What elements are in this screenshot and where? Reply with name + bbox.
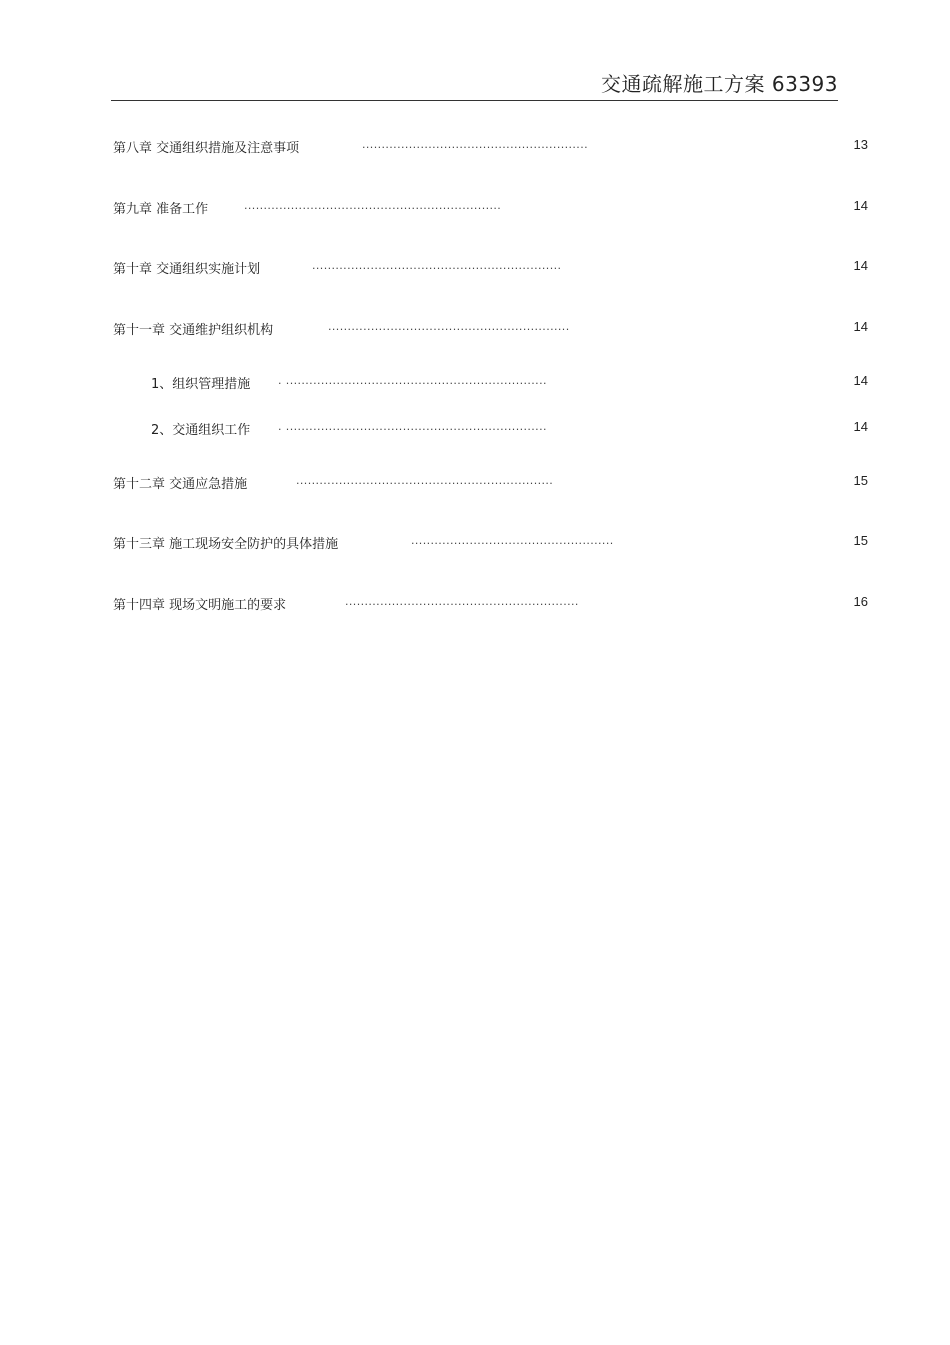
toc-dot-leader: ................................................................: [312, 259, 562, 272]
toc-entry[interactable]: [0, 258, 950, 278]
toc-page-number: 16: [853, 594, 868, 609]
toc-dot-leader: ..................................................................: [244, 199, 502, 212]
toc-subentry[interactable]: [0, 419, 950, 439]
toc-page-number: 13: [853, 137, 868, 152]
toc-page-number: 14: [853, 258, 868, 273]
toc-entry-label: 第十三章 施工现场安全防护的具体措施: [113, 537, 339, 552]
toc-dot-leader: . ...................................................................: [278, 374, 547, 387]
toc-dot-leader: ............................................................: [345, 595, 579, 608]
toc-entry[interactable]: [0, 319, 950, 339]
toc-entry-label: 第十章 交通组织实施计划: [113, 262, 261, 277]
toc-entry-label: 第九章 准备工作: [113, 202, 209, 217]
toc-entry[interactable]: [0, 533, 950, 553]
toc-entry[interactable]: [0, 198, 950, 218]
toc-entry-label: 第十二章 交通应急措施: [113, 477, 248, 492]
toc-dot-leader: ....................................................: [411, 534, 614, 547]
toc-entry-label: 第十一章 交通维护组织机构: [113, 323, 274, 338]
toc-entry-label: 第八章 交通组织措施及注意事项: [113, 141, 300, 156]
toc-dot-leader: ..............................................................: [328, 320, 570, 333]
toc-dot-leader: . ...................................................................: [278, 420, 547, 433]
toc-entry-label: 第十四章 现场文明施工的要求: [113, 598, 287, 613]
toc-entry[interactable]: [0, 594, 950, 614]
toc-entry[interactable]: [0, 473, 950, 493]
toc-page-number: 15: [853, 473, 868, 488]
toc-entry[interactable]: [0, 137, 950, 157]
toc-dot-leader: ..........................................................: [362, 138, 589, 151]
toc-page-number: 14: [853, 198, 868, 213]
toc-entry-label: 1、组织管理措施: [151, 377, 251, 392]
toc-dot-leader: ..................................................................: [296, 474, 554, 487]
toc-page-number: 15: [853, 533, 868, 548]
toc-subentry[interactable]: [0, 373, 950, 393]
toc-page-number: 14: [853, 373, 868, 388]
toc-page-number: 14: [853, 319, 868, 334]
toc-entry-label: 2、交通组织工作: [151, 423, 251, 438]
document-title: 交通疏解施工方案 63393: [601, 72, 838, 96]
toc-page-number: 14: [853, 419, 868, 434]
